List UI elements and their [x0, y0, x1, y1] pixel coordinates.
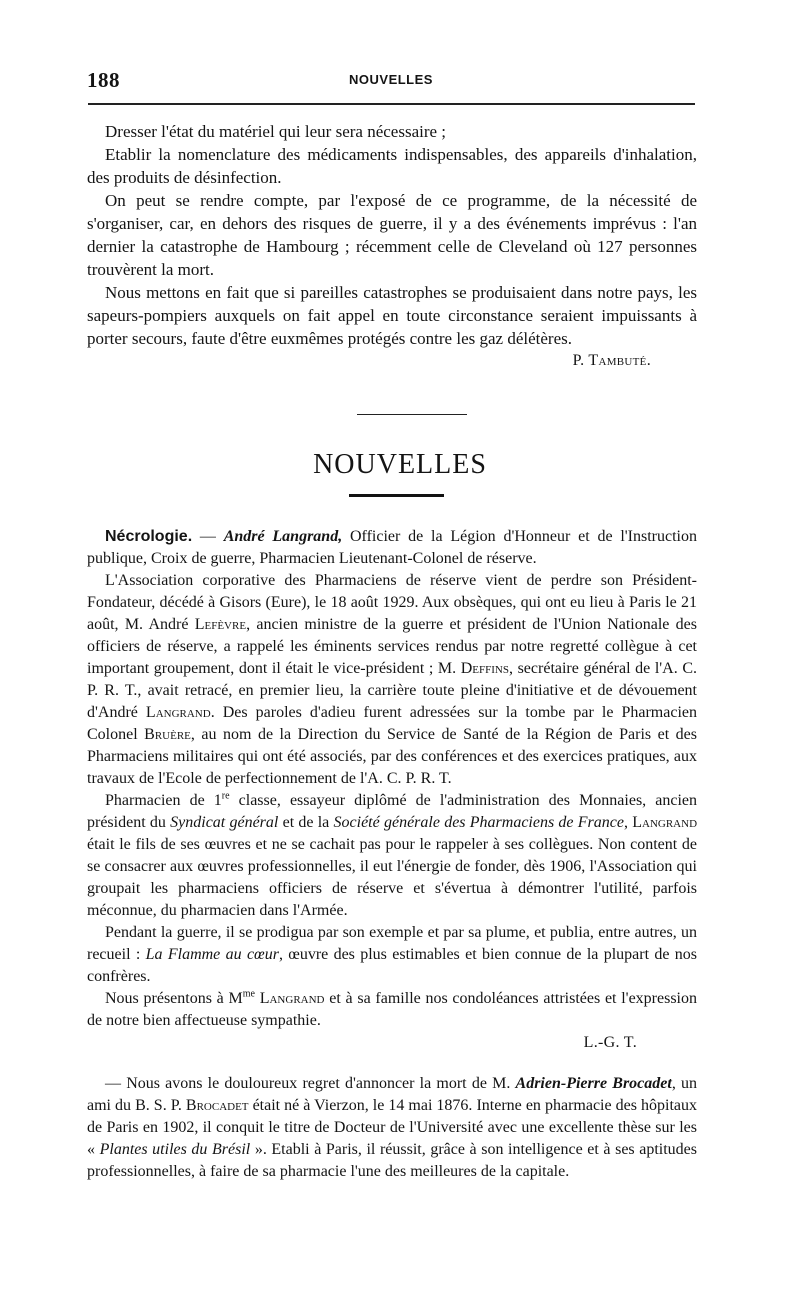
running-title: NOUVELLES — [349, 72, 433, 87]
brocadet-article — [87, 1073, 697, 1183]
section-title: NOUVELLES — [313, 449, 487, 480]
paragraph: On peut se rendre compte, par l'exposé de ce programme, de la nécessité de s'organiser, car, en dehors des risques de guerre, il y a des événements imprévus : l'an dernier la catastrophe de Hambourg ; récemment celle de Cleveland où 127 personnes trouvèrent la mort. — [87, 191, 697, 279]
separator-rule — [357, 414, 467, 415]
page-number: 188 — [87, 68, 120, 92]
paragraph: — Nous avons le douloureux regret d'annoncer la mort de M. Adrien-Pierre Brocadet, un ami du B. S. P. Brocadet était né à Vierzon, le 14 mai 1876. Interne en pharmacie des hôpitaux de Paris en 1902, il conquit le titre de Docteur de l'Université avec une excellente thèse sur les « Plantes utiles du Brésil ». Etabli à Paris, il réussit, grâce à son intelligence et à ses aptitudes professionnelles, à faire de sa pharmacie l'une des meilleures de la capitale. — [87, 1075, 698, 1180]
paragraph: Nous présentons à $M^{me}$ Langrand et à sa famille nos condoléances attristées et l'expression de notre bien affectueuse sympathie. — [87, 988, 697, 1029]
paragraph: L'Association corporative des Pharmaciens de réserve vient de perdre son Président-Fondateur, décédé à Gisors (Eure), le 18 août 1929. Aux obsèques, qui ont eu lieu à Paris le 21 août, M. André Lefèvre, ancien ministre de la guerre et président de l'Union Nationale des officiers de réserve, a rappelé les éminents services rendus par notre regretté collègue à cet important groupement, dont il était le vice-président ; M. Deffins, secrétaire général de l'A. C. P. R. T., avait retracé, en premier lieu, la carrière toute pleine d'initiative et de dévouement d'André Langrand. Des paroles d'adieu furent adressées sur la tombe par le Pharmacien Colonel Bruère, au nom de la Direction du Service de Santé de la Région de Paris et des Pharmaciens militaires qui ont été associés, par des conférences et des exercices pratiques, aux travaux de l'Ecole de perfectionnement de l'A. C. P. R. T. — [87, 572, 698, 787]
deceased-name: Adrien-Pierre Brocadet — [515, 1075, 672, 1092]
page-header — [87, 68, 695, 96]
paragraph: Pendant la guerre, il se prodigua par son exemple et par sa plume, et publia, entre autres, un recueil : La Flamme au cœur, œuvre des plus estimables et bien connue de la plupart de nos confrères. — [87, 924, 697, 985]
paragraph: Dresser l'état du matériel qui leur sera nécessaire ; — [105, 122, 447, 141]
paragraph: Pharmacien de 1re classe, essayeur diplômé de l'administration des Monnaies, ancien président du Syndicat général et de la Société générale des Pharmaciens de France, Langrand était le fils de ses œuvres et ne se cachait pas pour le rappeler à ses collègues. Non content de se consacrer aux œuvres professionnelles, il eut l'énergie de fonder, dès 1906, l'Association qui groupait les pharmaciens officiers de réserve et s'évertua à démontrer l'utilité, parfois méconnue, du pharmacien dans l'Armée. — [87, 790, 698, 919]
title-underline — [349, 494, 444, 497]
paragraph: Nous mettons en fait que si pareilles catastrophes se produisaient dans notre pays, les sapeurs-pompiers auxquels on fait appel en toute circonstance seraient impuissants à porter secours, faute d'être euxmêmes protégés contre les gaz délétères. — [87, 283, 697, 348]
header-rule — [88, 103, 695, 105]
paragraph: Nécrologie. — André Langrand, Officier de la Légion d'Honneur et de l'Instruction publique, Croix de guerre, Pharmacien Lieutenant-Colonel de réserve. — [87, 528, 697, 567]
rubric-label: Nécrologie. — [105, 528, 193, 545]
author-signature: L.-G. T. — [583, 1034, 637, 1051]
author-signature: P. Tambuté. — [572, 352, 651, 369]
deceased-name: André Langrand, — [223, 528, 343, 545]
article-continuation — [87, 120, 697, 370]
paragraph: Etablir la nomenclature des médicaments indispensables, des appareils d'inhalation, des produits de désinfection. — [87, 145, 697, 187]
necrologie-article — [87, 526, 697, 1052]
